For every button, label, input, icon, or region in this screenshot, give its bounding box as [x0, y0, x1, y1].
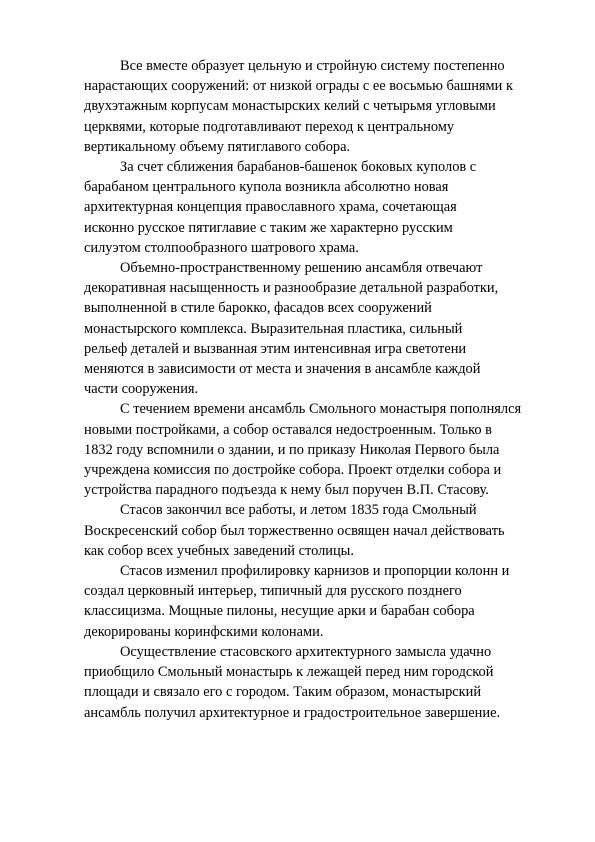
text-line: архитектурная концепция православного храма, сочетающая — [84, 199, 457, 216]
text-line: создал церковный интерьер, типичный для русского позднего — [84, 583, 462, 600]
text-line: декоративная насыщенность и разнообразие детальной разработки, — [84, 280, 499, 297]
text-line: двухэтажным корпусам монастырских келий с четырьмя угловыми — [84, 98, 496, 115]
text-line: Осуществление стасовского архитектурного замысла удачно — [120, 643, 492, 660]
text-line: С течением времени ансамбль Смольного монастыря пополнялся — [120, 401, 522, 418]
text-line: вертикальному объему пятиглавого собора. — [84, 138, 351, 155]
text-line: церквями, которые подготавливают переход к центральному — [84, 118, 455, 135]
text-line: барабаном центрального купола возникла абсолютно новая — [84, 179, 449, 196]
paragraph — [84, 642, 556, 723]
text-line: выполненной в стиле барокко, фасадов всех сооружений — [84, 300, 432, 317]
text-line: меняются в зависимости от места и значения в ансамбле каждой — [84, 361, 481, 378]
text-line: декорированы коринфскими колонами. — [84, 623, 324, 640]
paragraph — [84, 56, 556, 157]
text-line: За счет сближения барабанов-башенок боковых куполов с — [120, 159, 477, 176]
text-line: классицизма. Мощные пилоны, несущие арки и барабан собора — [84, 603, 475, 620]
text-line: исконно русское пятиглавие с таким же характерно русским — [84, 219, 453, 236]
text-line: Все вместе образует цельную и стройную систему постепенно — [120, 58, 505, 74]
text-line: устройства парадного подъезда к нему был поручен В.П. Стасову. — [84, 482, 489, 499]
text-line: Стасов изменил профилировку карнизов и пропорции колонн и — [120, 563, 510, 580]
paragraph — [84, 561, 556, 642]
text-line: нарастающих сооружений: от низкой ограды с ее восьмью башнями к — [84, 78, 513, 95]
text-line: рельеф деталей и вызванная этим интенсивная игра светотени — [84, 340, 467, 357]
text-line: учреждена комиссия по достройке собора. Проект отделки собора и — [84, 462, 502, 479]
text-line: монастырского комплекса. Выразительная пластика, сильный — [84, 320, 463, 337]
text-line: приобщило Смольный монастырь к лежащей перед ним городской — [84, 664, 494, 681]
text-line: Воскресенский собор был торжественно освящен начал действовать — [84, 522, 505, 539]
text-line: ансамбль получил архитектурное и градостроительное завершение. — [84, 704, 501, 721]
text-line: как собор всех учебных заведений столицы. — [84, 542, 354, 559]
paragraph — [84, 258, 556, 399]
text-line: силуэтом столпообразного шатрового храма. — [84, 239, 359, 256]
paragraph — [84, 399, 556, 500]
paragraph — [84, 500, 556, 561]
text-line: 1832 году вспомнили о здании, и по приказу Николая Первого была — [84, 441, 500, 458]
text-line: новыми постройками, а собор оставался недостроенным. Только в — [84, 421, 492, 438]
text-line: Объемно-пространственному решению ансамбля отвечают — [120, 260, 483, 277]
paragraph — [84, 157, 556, 258]
text-line: части сооружения. — [84, 381, 199, 398]
document-body — [84, 56, 556, 723]
text-line: площади и связало его с городом. Таким образом, монастырский — [84, 684, 482, 701]
text-line: Стасов закончил все работы, и летом 1835 года Смольный — [120, 502, 477, 519]
